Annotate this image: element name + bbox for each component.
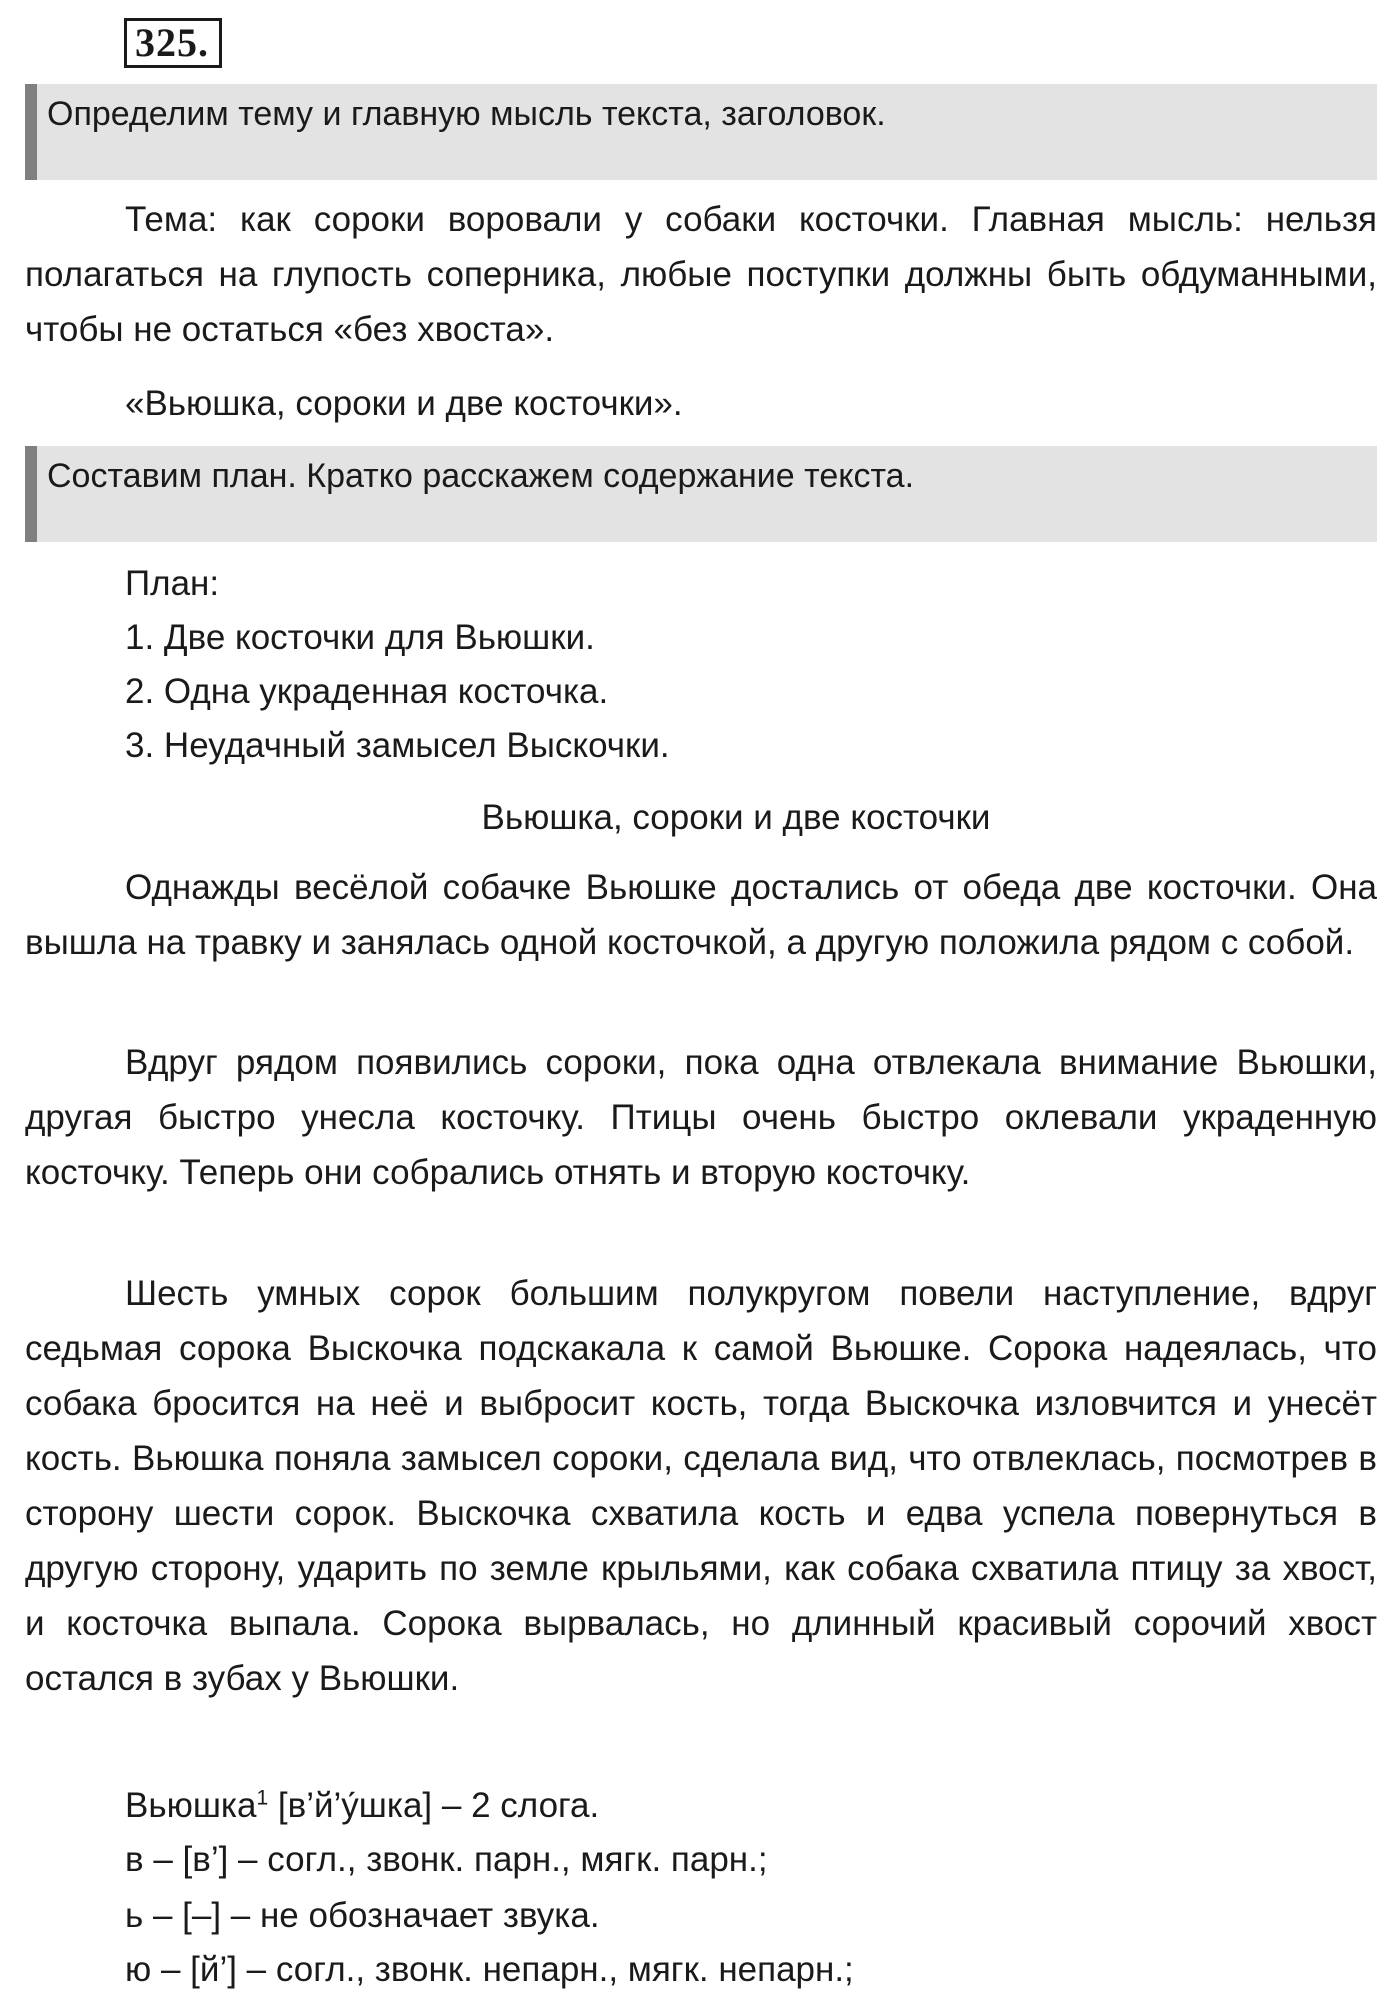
plan-item: 1. Две косточки для Вьюшки. — [125, 618, 595, 657]
transcription-text: [в’й’у́шка] – 2 слога. — [268, 1786, 600, 1825]
title-answer: «Вьюшка, сороки и две косточки». — [125, 384, 683, 423]
prompt-block-plan: Составим план. Кратко расскажем содержание текста. — [25, 446, 1377, 542]
phonetic-line: ь – [–] – не обозначает звука. — [125, 1896, 600, 1935]
document-page — [25, 0, 1377, 2000]
prompt-block-theme: Определим тему и главную мысль текста, заголовок. — [25, 84, 1377, 180]
story-title: Вьюшка, сороки и две косточки — [481, 798, 991, 837]
phonetic-transcription — [125, 1778, 599, 1833]
task-number: 325. — [124, 18, 222, 68]
theme-paragraph: Тема: как сороки воровали у собаки косточки. Главная мысль: нельзя полагаться на глупость соперника, любые поступки должны быть обдуманными, чтобы не остаться «без хвоста». — [25, 200, 1377, 349]
plan-item: 2. Одна украденная косточка. — [125, 672, 609, 711]
phonetic-line: ю – [й’] – согл., звонк. непарн., мягк. непарн.; — [125, 1950, 854, 1989]
analysis-word: Вьюшка — [125, 1786, 257, 1825]
story-paragraph: Вдруг рядом появились сороки, пока одна отвлекала внимание Вьюшки, другая быстро унесла косточку. Птицы очень быстро оклевали украденную косточку. Теперь они собрались отнять и вторую косточку. — [25, 1043, 1377, 1192]
footnote-mark: 1 — [256, 1786, 269, 1810]
phonetic-line: в – [в’] – согл., звонк. парн., мягк. парн.; — [125, 1840, 768, 1879]
story-paragraph: Шесть умных сорок большим полукругом повели наступление, вдруг седьмая сорока Выскочка подскакала к самой Вьюшке. Сорока надеялась, что собака бросится на неё и выбросит кость, тогда Выскочка изловчится и унесёт кость. Вьюшка поняла замысел сороки, сделала вид, что отвлеклась, посмотрев в сторону шести сорок. Выскочка схватила кость и едва успела повернуться в другую сторону, ударить по земле крыльями, как собака схватила птицу за хвост, и косточка выпала. Сорока вырвалась, но длинный красивый сорочий хвост остался в зубах у Вьюшки. — [25, 1274, 1377, 1698]
story-paragraph: Однажды весёлой собачке Вьюшке достались от обеда две косточки. Она вышла на травку и занялась одной косточкой, а другую положила рядом с собой. — [25, 868, 1377, 962]
plan-label: План: — [125, 564, 220, 603]
plan-item: 3. Неудачный замысел Выскочки. — [125, 726, 670, 765]
